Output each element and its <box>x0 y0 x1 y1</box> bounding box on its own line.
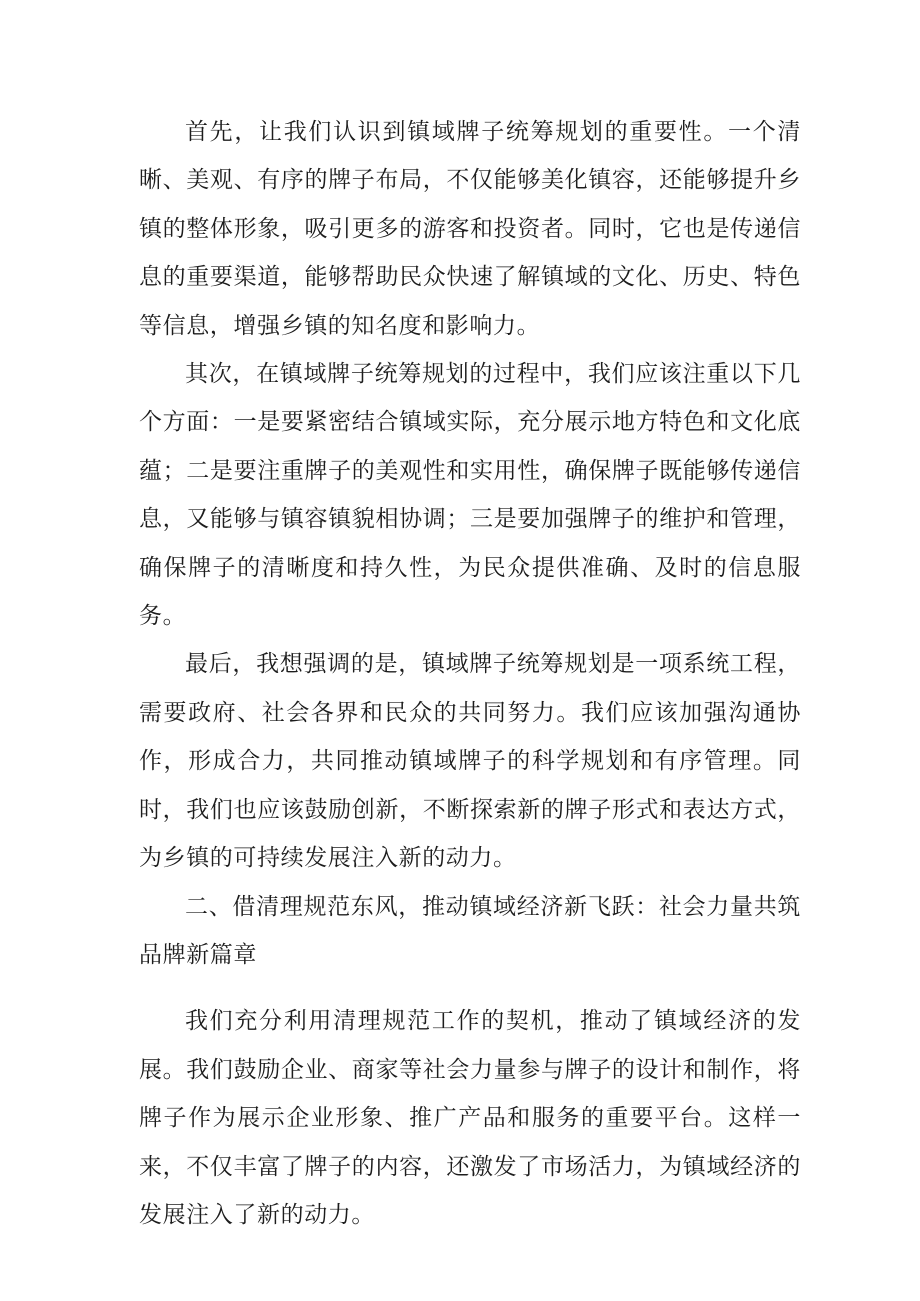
document-body <box>139 108 801 1239</box>
paragraph-social-forces: 我们充分利用清理规范工作的契机，推动了镇域经济的发展。我们鼓励企业、商家等社会力量参与牌子的设计和制作，将牌子作为展示企业形象、推广产品和服务的重要平台。这样一来，不仅丰富了牌子的内容，还激发了市场活力，为镇域经济的发展注入了新的动力。 <box>139 1008 801 1228</box>
paragraph-importance: 首先，让我们认识到镇域牌子统筹规划的重要性。一个清晰、美观、有序的牌子布局，不仅能够美化镇容，还能够提升乡镇的整体形象，吸引更多的游客和投资者。同时，它也是传递信息的重要渠道，能够帮助民众快速了解镇域的文化、历史、特色等信息，增强乡镇的知名度和影响力。 <box>139 119 801 339</box>
paragraph-conclusion: 最后，我想强调的是，镇域牌子统筹规划是一项系统工程，需要政府、社会各界和民众的共同努力。我们应该加强沟通协作，形成合力，共同推动镇域牌子的科学规划和有序管理。同时，我们也应该鼓励创新，不断探索新的牌子形式和表达方式，为乡镇的可持续发展注入新的动力。 <box>139 651 801 872</box>
section-heading: 二、借清理规范东风，推动镇域经济新飞跃：社会力量共筑品牌新篇章 <box>139 893 801 968</box>
paragraph-key-aspects: 其次，在镇域牌子统筹规划的过程中，我们应该注重以下几个方面：一是要紧密结合镇域实际，充分展示地方特色和文化底蕴；二是要注重牌子的美观性和实用性，确保牌子既能够传递信息，又能够与镇容镇貌相协调；三是要加强牌子的维护和管理，确保牌子的清晰度和持久性，为民众提供准确、及时的信息服务。 <box>139 361 801 630</box>
